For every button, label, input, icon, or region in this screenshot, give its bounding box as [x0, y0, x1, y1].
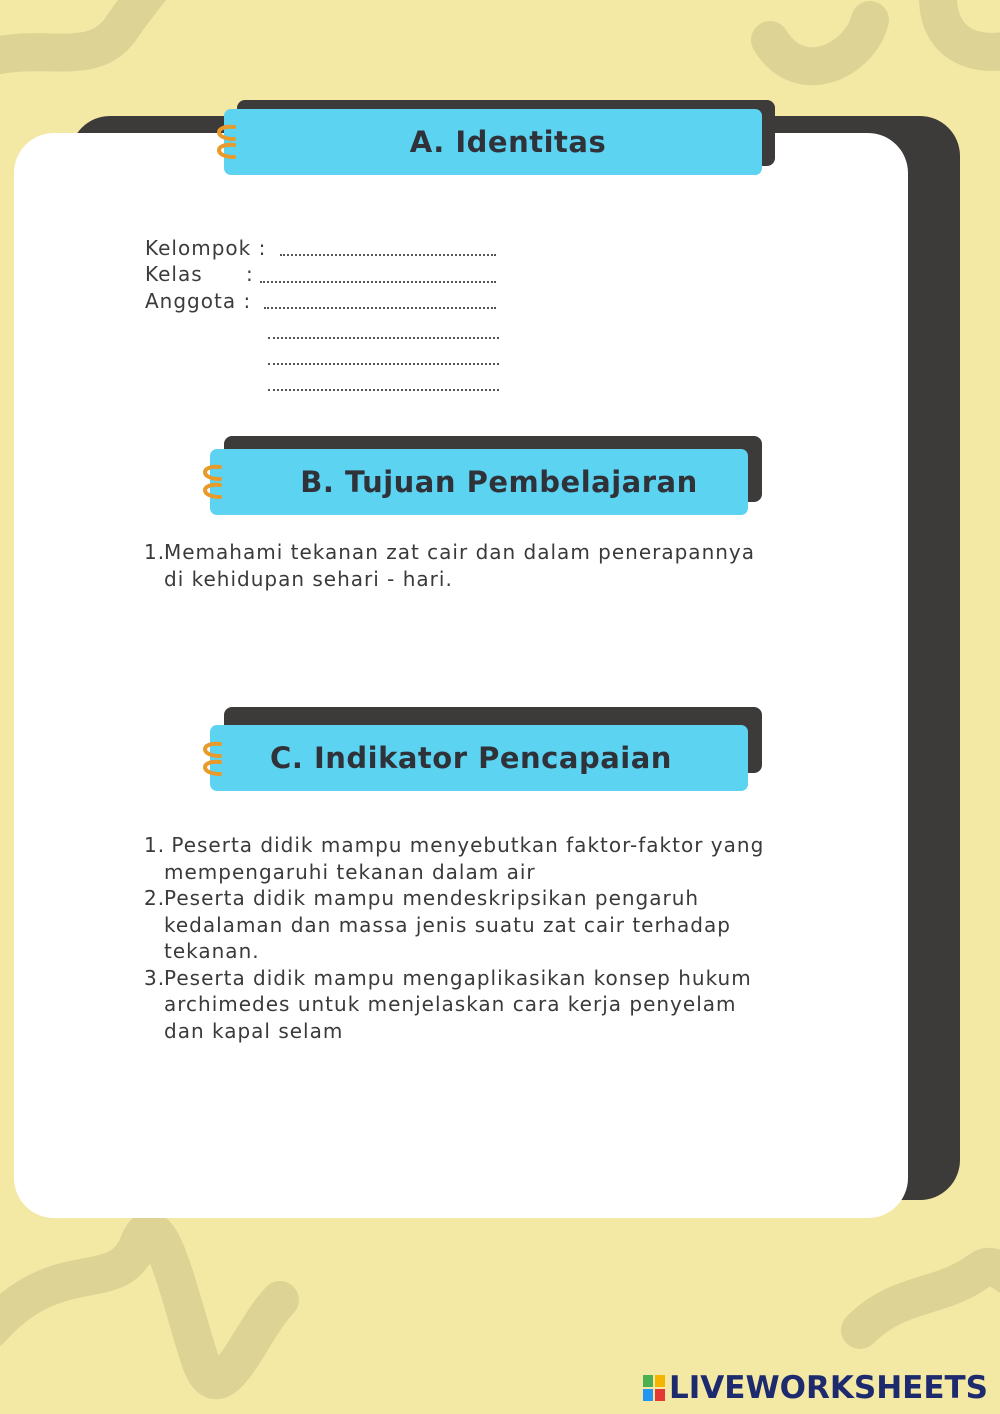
binder-ring-icon — [196, 459, 230, 505]
list-item-number: 1. — [144, 833, 166, 857]
list-item-line: kedalaman dan massa jenis suatu zat cair terhadap — [164, 912, 731, 937]
list-item-number: 3. — [144, 965, 166, 990]
anggota-field-1[interactable] — [264, 307, 496, 309]
logo-text: LIVEWORKSHEETS — [669, 1370, 988, 1406]
kelas-colon: : — [246, 262, 254, 286]
list-item-line: archimedes untuk menjelaskan cara kerja penyelam — [164, 992, 737, 1016]
list-item-number: 1. — [144, 540, 166, 564]
list-item-line: Peserta didik mampu mendeskripsikan pengaruh — [164, 886, 700, 910]
list-item-number: 2. — [144, 886, 166, 910]
list-item-line: Peserta didik mampu menyebutkan faktor-faktor yang — [164, 833, 765, 857]
binder-ring-icon — [196, 736, 230, 782]
list-item — [144, 885, 844, 965]
list-item — [144, 965, 844, 1045]
anggota-field-3[interactable] — [268, 363, 499, 365]
list-item — [144, 832, 844, 885]
anggota-label: Anggota : — [145, 289, 252, 313]
list-item-line: dan kapal selam — [164, 1018, 344, 1043]
kelas-field[interactable] — [260, 281, 496, 283]
liveworksheets-badge-icon — [643, 1375, 665, 1401]
section-a-title — [224, 109, 762, 175]
list-item-line: di kehidupan sehari - hari. — [164, 566, 453, 591]
section-a-title-text: A. Identitas — [409, 125, 607, 159]
list-item-line: Memahami tekanan zat cair dan dalam penerapannya — [164, 540, 756, 564]
kelompok-label: Kelompok : — [145, 236, 267, 260]
section-c-title-text: C. Indikator Pencapaian — [270, 741, 672, 775]
squiggle-top-left — [0, 0, 170, 60]
anggota-field-4[interactable] — [268, 389, 499, 391]
indikator-list — [144, 832, 844, 1044]
list-item-line: tekanan. — [164, 939, 260, 963]
kelas-label: Kelas — [145, 262, 203, 286]
section-c-title — [210, 725, 748, 791]
liveworksheets-logo[interactable] — [643, 1370, 988, 1406]
squiggle-top-right-2 — [938, 0, 1000, 52]
section-b-title-text: B. Tujuan Pembelajaran — [300, 465, 698, 499]
binder-ring-icon — [210, 119, 244, 165]
kelompok-field[interactable] — [280, 254, 496, 256]
list-item-line: Peserta didik mampu mengaplikasikan konsep hukum — [164, 965, 752, 990]
squiggle-bottom-left — [0, 1231, 280, 1380]
squiggle-bottom-right — [860, 1267, 1000, 1330]
list-item — [144, 539, 844, 592]
anggota-field-2[interactable] — [268, 337, 499, 339]
tujuan-list — [144, 539, 844, 592]
list-item-line: mempengaruhi tekanan dalam air — [164, 859, 536, 884]
section-b-title — [210, 449, 748, 515]
squiggle-top-right-1 — [770, 20, 870, 66]
